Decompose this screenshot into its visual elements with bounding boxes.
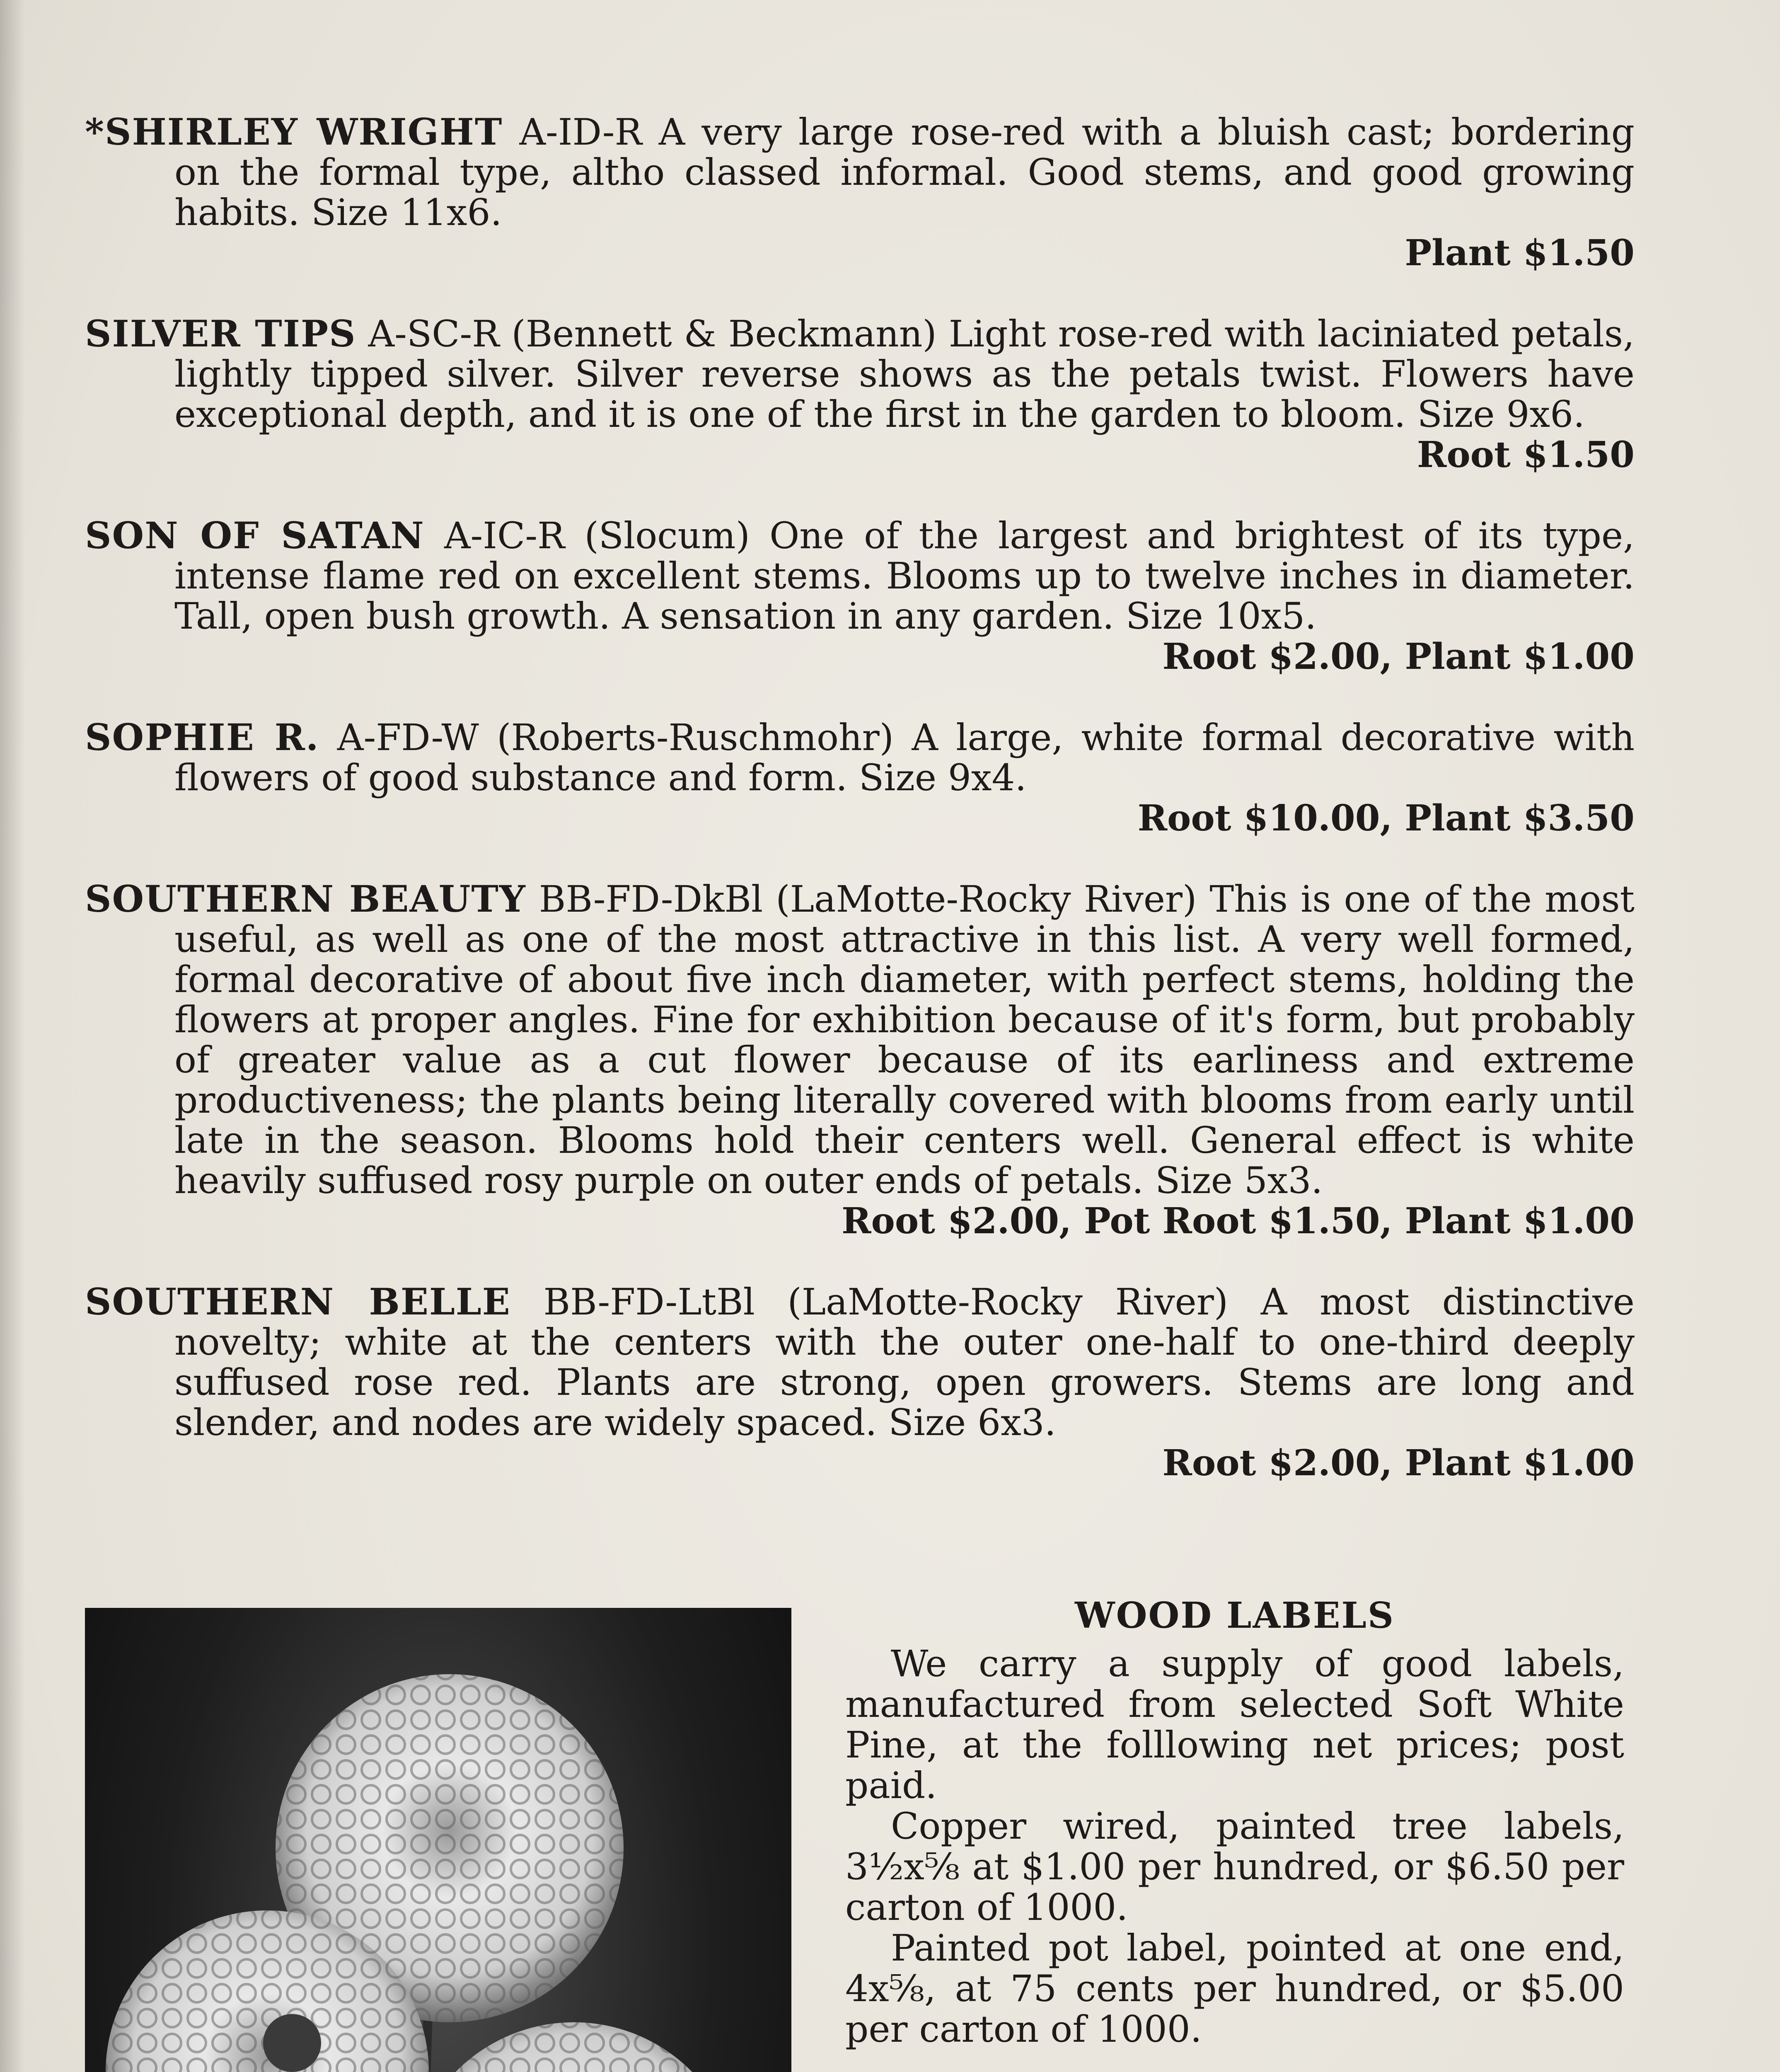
variety-entry	[85, 717, 1635, 839]
page-edge-shadow	[0, 0, 25, 2072]
variety-entry	[85, 879, 1635, 1242]
variety-price: Root $10.00, Plant $3.50	[1137, 797, 1635, 839]
variety-entry	[85, 1282, 1635, 1484]
variety-price: Root $2.00, Plant $1.00	[1162, 1442, 1635, 1484]
variety-entry	[85, 314, 1635, 476]
variety-name: SOUTHERN BEAUTY	[85, 877, 526, 920]
dahlia-photo	[85, 1608, 791, 2072]
variety-description: BB-FD-DkBl (LaMotte-Rocky River) This is one of the most useful, as well as one of the most attractive in this list. A very well formed, formal decorative of about five inch diameter, with perfect stems, holding the flowers at proper angles. Fine for exhibition because of it's form, but probably of greater value as a cut flower because of its earliness and extreme productiveness; the plants being literally covered with blooms from early until late in the season. Blooms hold their centers well. General effect is white heavily suffused rosy purple on outer ends of petals. Size 5x3.	[174, 878, 1635, 1202]
wood-labels-title: WOOD LABELS	[1075, 1595, 1395, 1636]
variety-price: Plant $1.50	[1405, 232, 1635, 274]
variety-price: Root $2.00, Pot Root $1.50, Plant $1.00	[841, 1200, 1635, 1242]
variety-description: A-SC-R (Bennett & Beckmann) Light rose-red with laciniated petals, lightly tipped silver. Silver reverse shows as the petals twist. Flowers have exceptional depth, and it is one of the first in the garden to bloom. Size 9x6.	[174, 312, 1635, 436]
wood-labels-section	[845, 1595, 1624, 2050]
variety-description: BB-FD-LtBl (LaMotte-Rocky River) A most distinctive novelty; white at the centers with the outer one-half to one-third deeply suffused rose red. Plants are strong, open growers. Stems are long and slender, and nodes are widely spaced. Size 6x3.	[174, 1280, 1635, 1444]
wood-labels-paragraph: Painted pot label, pointed at one end, 4x⅝, at 75 cents per hundred, or $5.00 per carton of 1000.	[845, 1927, 1624, 2050]
variety-name: SILVER TIPS	[85, 312, 356, 355]
wood-labels-paragraph: Copper wired, painted tree labels, 3½x⅝ at $1.00 per hundred, or $6.50 per carton of 1000.	[845, 1805, 1624, 1929]
variety-name: SON OF SATAN	[85, 514, 425, 557]
variety-entry	[85, 516, 1635, 678]
variety-price: Root $1.50	[1417, 434, 1635, 476]
variety-description: A-ID-R A very large rose-red with a bluish cast; bordering on the formal type, altho classed informal. Good stems, and good growing habits. Size 11x6.	[174, 111, 1635, 234]
wood-labels-paragraph: We carry a supply of good labels, manufactured from selected Soft White Pine, at the folllowing net prices; post paid.	[845, 1642, 1624, 1807]
variety-entry	[85, 112, 1635, 274]
variety-description: A-IC-R (Slocum) One of the largest and brightest of its type, intense flame red on excellent stems. Blooms up to twelve inches in diameter. Tall, open bush growth. A sensation in any garden. Size 10x5.	[174, 514, 1635, 637]
variety-name: SOPHIE R.	[85, 716, 319, 759]
variety-description: A-FD-W (Roberts-Ruschmohr) A large, white formal decorative with flowers of good substance and form. Size 9x4.	[174, 716, 1635, 799]
variety-price: Root $2.00, Plant $1.00	[1162, 636, 1635, 678]
dahlia-bloom-right	[408, 2022, 740, 2072]
dahlia-illustration	[85, 1608, 791, 2072]
variety-list	[85, 112, 1635, 1524]
variety-name: SOUTHERN BELLE	[85, 1280, 511, 1323]
variety-name: *SHIRLEY WRIGHT	[85, 110, 503, 153]
